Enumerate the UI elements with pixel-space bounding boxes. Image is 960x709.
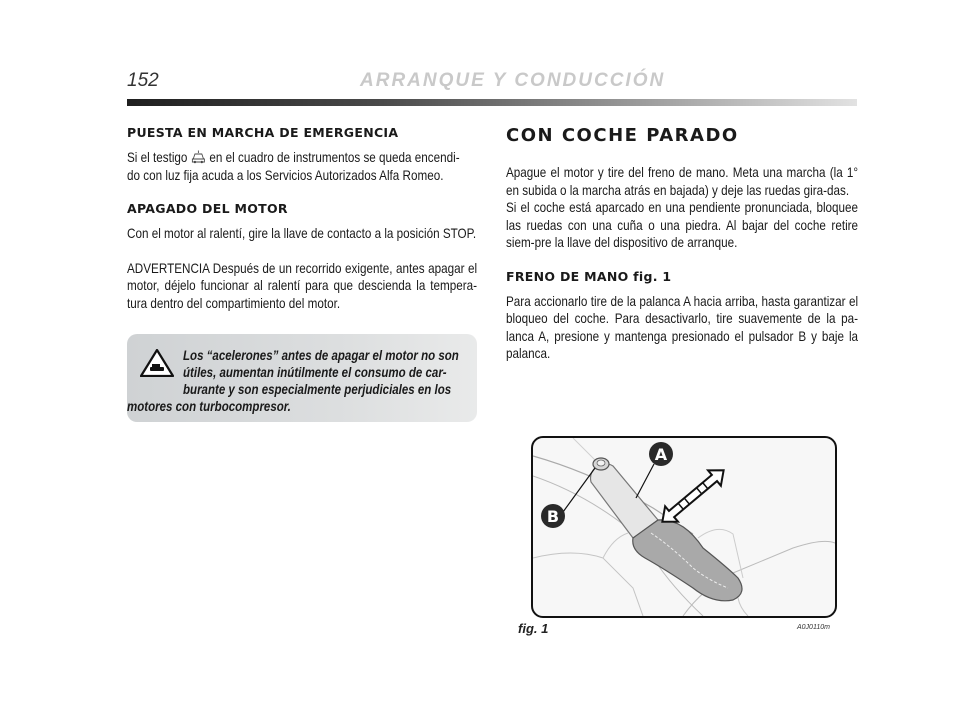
warning-line-1: Los “acelerones” antes de apagar el motor no son xyxy=(183,348,459,363)
warning-triangle-icon xyxy=(140,349,174,377)
right-column xyxy=(506,125,858,363)
page-number: 152 xyxy=(127,70,159,91)
warning-line-3: burante y son especialmente perjudiciales en los xyxy=(183,382,452,397)
handbrake-illustration xyxy=(533,438,835,616)
emergency-start-text-b: en el cuadro de instrumentos se queda encendi- xyxy=(209,150,460,165)
figure-caption: fig. 1 xyxy=(518,621,549,636)
heading-handbrake: FRENO DE MANO fig. 1 xyxy=(506,268,672,284)
emergency-start-line2: do con luz fija acuda a los Servicios Autorizados Alfa Romeo. xyxy=(127,167,444,183)
section-title: ARRANQUE Y CONDUCCIÓN xyxy=(360,70,666,91)
parked-car-para1: Apague el motor y tire del freno de mano. Meta una marcha (la 1° en subida o la marcha atrás en bajada) y deje las ruedas gira-das. xyxy=(506,165,859,198)
engine-stop-para1: Con el motor al ralentí, gire la llave de contacto a la posición STOP. xyxy=(127,226,477,241)
figure-label-b: B xyxy=(546,507,560,526)
heading-parked-car: CON COCHE PARADO xyxy=(506,125,739,146)
heading-emergency-start: PUESTA EN MARCHA DE EMERGENCIA xyxy=(127,125,399,140)
figure-label-a: A xyxy=(654,445,668,464)
handbrake-figure xyxy=(531,436,837,618)
heading-engine-stop: APAGADO DEL MOTOR xyxy=(127,201,288,216)
emergency-start-line1 xyxy=(127,149,477,167)
parked-car-para2: Si el coche está aparcado en una pendiente pronunciada, bloquee las ruedas con una cuña o una piedra. Al bajar del coche retire siem-pre la llave del dispositivo de arranque. xyxy=(506,200,859,250)
immobilizer-warning-icon xyxy=(191,150,206,164)
left-column xyxy=(127,125,477,312)
figure-code: A0J0110m xyxy=(797,624,830,631)
warning-line-2: útiles, aumentan inútilmente el consumo de car- xyxy=(183,365,447,380)
handbrake-para: Para accionarlo tire de la palanca A hacia arriba, hasta garantizar el bloqueo del coche. Para desactivarlo, tire suavemente de la pa-lanca A, presione y mantenga presionado el pulsador B y baje la palanca. xyxy=(506,293,859,361)
warning-line-4: motores con turbocompresor. xyxy=(127,399,291,414)
engine-stop-para2: ADVERTENCIA Después de un recorrido exigente, antes apagar el motor, déjelo funcionar al ralentí para que descienda la tempera-tura dentro del compartimiento del motor. xyxy=(127,260,478,311)
header-rule xyxy=(127,99,857,106)
emergency-start-text-a: Si el testigo xyxy=(127,150,188,165)
